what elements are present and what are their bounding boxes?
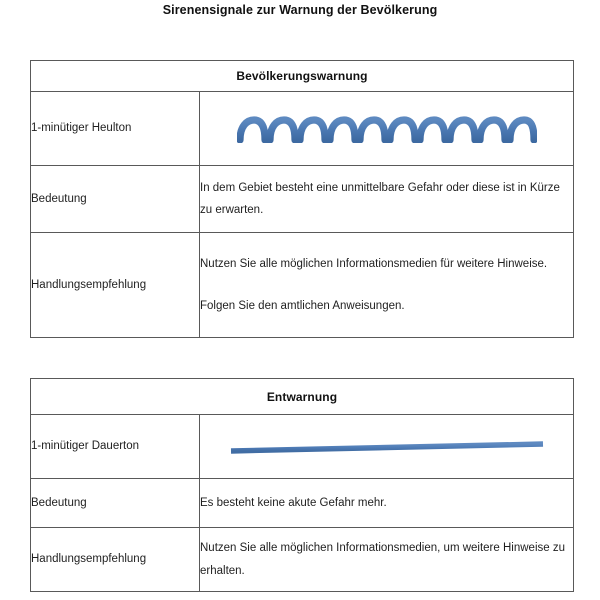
row-label-action: Handlungsempfehlung [31,528,200,592]
paragraph: Nutzen Sie alle möglichen Informationsmedien für weitere Hinweise. [200,258,548,271]
table-header-cell: Entwarnung [31,379,574,415]
paragraph: Es besteht keine akute Gefahr mehr. [200,496,387,509]
table-row [31,61,574,92]
table-row [31,379,574,415]
page-title: Sirenensignale zur Warnung der Bevölkerung [162,3,438,17]
paragraph: Folgen Sie den amtlichen Anweisungen. [200,299,405,312]
row-value-tone-graphic [200,415,574,479]
row-value-tone-graphic [200,92,574,166]
table-row [31,233,574,338]
row-label-tone: 1-minütiger Heulton [31,92,200,166]
row-value-action [200,233,574,338]
table-row [31,479,574,528]
table-row [31,528,574,592]
row-label-tone: 1-minütiger Dauerton [31,415,200,479]
table-row [31,166,574,233]
paragraph: In dem Gebiet besteht eine unmittelbare Gefahr oder diese ist in Kürze zu erwarten. [200,181,560,216]
table-row [31,415,574,479]
table-header-cell: Bevölkerungswarnung [31,61,574,92]
row-label-meaning: Bedeutung [31,479,200,528]
table-bevoelkerungswarnung [30,60,574,338]
table-row [31,92,574,166]
wavy-siren-tone-icon [200,115,573,143]
row-label-meaning: Bedeutung [31,166,200,233]
straight-continuous-tone-icon [200,439,573,455]
row-value-meaning [200,166,574,233]
row-value-action [200,528,574,592]
row-label-action: Handlungsempfehlung [31,233,200,338]
paragraph: Nutzen Sie alle möglichen Informationsmedien, um weitere Hinweise zu erhalten. [200,542,565,577]
table-entwarnung [30,378,574,592]
row-value-meaning [200,479,574,528]
